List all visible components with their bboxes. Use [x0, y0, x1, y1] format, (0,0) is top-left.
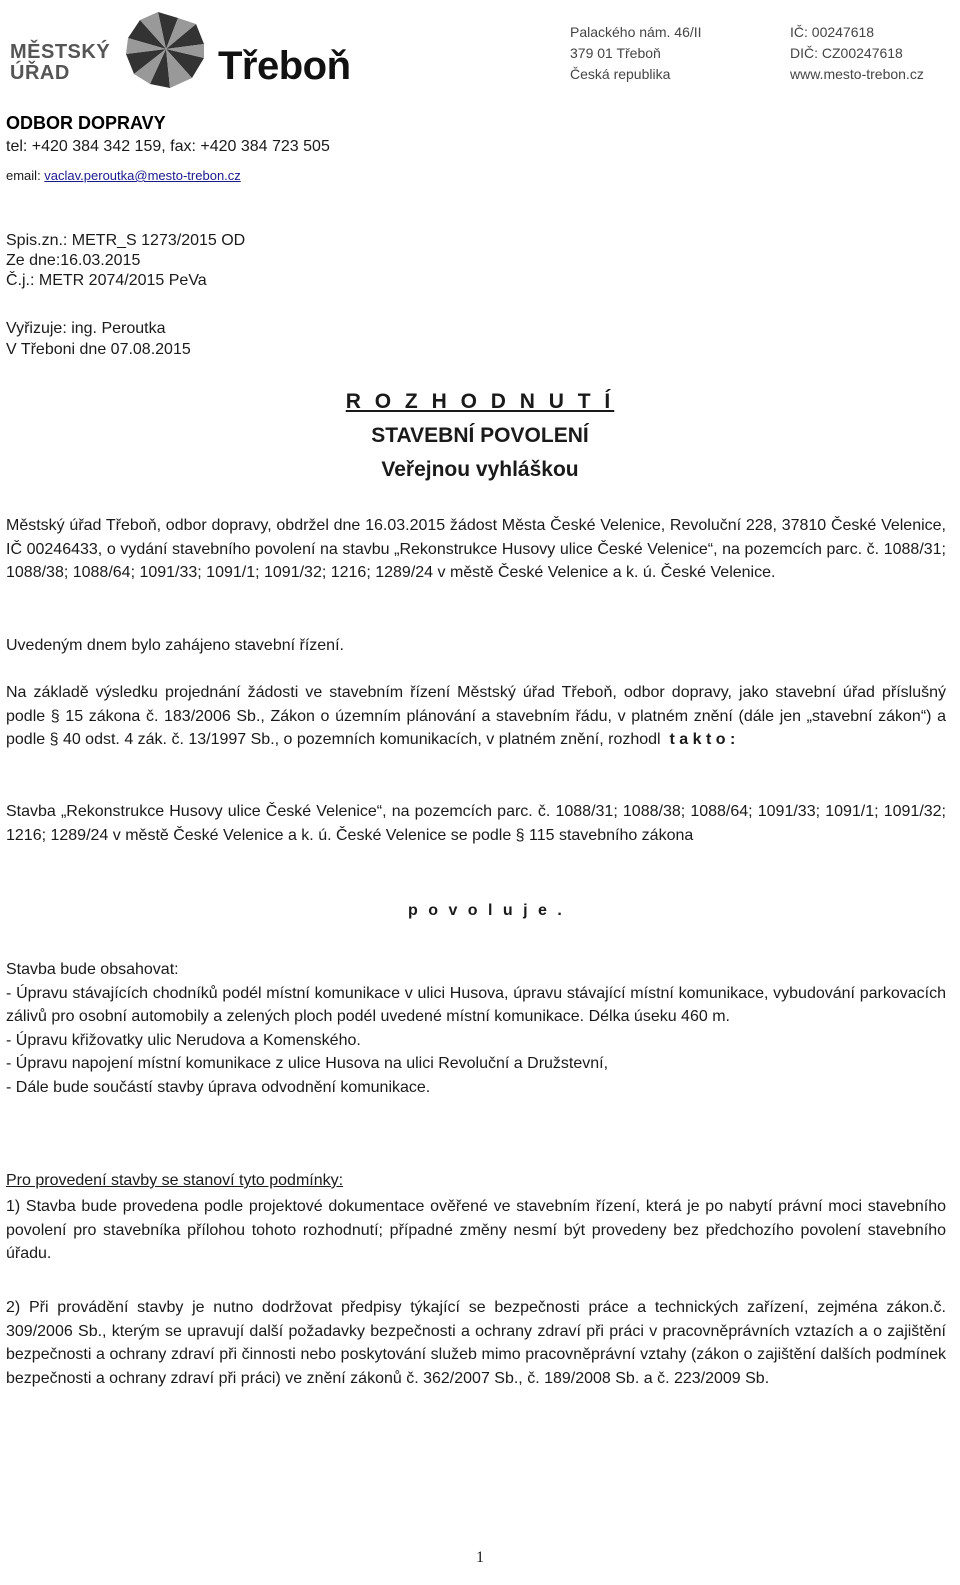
conditions-heading: Pro provedení stavby se stanoví tyto podmínky:	[6, 1172, 344, 1189]
ze-dne: Ze dne:16.03.2015	[6, 252, 141, 269]
address-line: Česká republika	[570, 66, 671, 82]
paragraph-decision	[6, 681, 946, 752]
handler-block	[6, 318, 191, 360]
paragraph-contents	[6, 958, 946, 1099]
department-name: ODBOR DOPRAVY	[6, 113, 166, 133]
contents-item: - Úpravu stávajících chodníků podél místní komunikace v ulici Husova, úpravu stávající místní komunikace, vybudování parkovacích zálivů pro osobní automobily a zelených ploch podél uvedené místní komunikace. Délka úseku 460 m.	[6, 984, 946, 1025]
phone-fax: tel: +420 384 342 159, fax: +420 384 723 505	[6, 138, 330, 155]
office-ids	[790, 22, 924, 85]
reference-block	[6, 231, 245, 291]
paragraph-construction: Stavba „Rekonstrukce Husovy ulice České Velenice“, na pozemcích parc. č. 1088/31; 1088/38; 1088/64; 1091/33; 1091/1; 1091/32; 1216; 1289/24 v městě České Velenice a k. ú. České Velenice se podle § 115 stavebního zákona	[6, 803, 946, 844]
contents-item: - Úpravu křižovatky ulic Nerudova a Komenského.	[6, 1031, 361, 1049]
email-link[interactable]: vaclav.peroutka@mesto-trebon.cz	[44, 168, 241, 183]
address-line: Palackého nám. 46/II	[570, 24, 702, 40]
place-date: V Třeboni dne 07.08.2015	[6, 341, 191, 358]
paragraph-started: Uvedeným dnem bylo zahájeno stavební řízení.	[6, 637, 344, 654]
condition-2: 2) Při provádění stavby je nutno dodržovat předpisy týkající se bezpečnosti práce a technických zařízení, zejména zákon.č. 309/2006 Sb., kterým se upravují další požadavky bezpečnosti a ochrany zdraví při práci v pracovněprávních vztazích a o zajištění bezpečnosti a ochrany zdraví při činnosti nebo poskytování služeb mimo pracovněprávní vztahy (zákon o zajištění dalších podmínek bezpečnosti a ochrany zdraví při práci) ve znění zákonů č. 362/2007 Sb., č. 189/2008 Sb. a č. 223/2009 Sb.	[6, 1299, 946, 1387]
city-logo	[6, 4, 366, 90]
pinwheel-logo-icon	[118, 8, 214, 90]
letterhead	[0, 0, 960, 100]
vyrizuje: Vyřizuje: ing. Peroutka	[6, 320, 166, 337]
contents-heading: Stavba bude obsahovat:	[6, 961, 179, 978]
decision-takto: t a k t o :	[669, 731, 736, 748]
paragraph-request: Městský úřad Třeboň, odbor dopravy, obdržel dne 16.03.2015 žádost Města České Velenice, Revoluční 228, 37810 České Velenice, IČ 00246433, o vydání stavebního povolení na stavbu „Rekonstrukce Husovy ulice České Velenice“, na pozemcích parc. č. 1088/31; 1088/38; 1088/64; 1091/33; 1091/1; 1091/32; 1216; 1289/24 v městě České Velenice a k. ú. České Velenice.	[6, 517, 946, 581]
contents-item: - Úpravu napojení místní komunikace z ulice Husova na ulici Revoluční a Družstevní,	[6, 1055, 609, 1072]
logo-text	[10, 42, 110, 84]
website: www.mesto-trebon.cz	[790, 66, 924, 82]
logo-text-line1: MĚSTSKÝ	[10, 41, 111, 63]
logo-text-line2: ÚŘAD	[10, 62, 70, 84]
email-line	[6, 166, 241, 186]
condition-1: 1) Stavba bude provedena podle projektové dokumentace ověřené ve stavebním řízení, která je po nabytí právní moci stavebního povolení pro stavebníka přílohou tohoto rozhodnutí; případné změny nesmí být provedeny bez předchozího povolení stavebního úřadu.	[6, 1198, 946, 1262]
document-subtitle: STAVEBNÍ POVOLENÍ	[371, 424, 589, 447]
office-address	[570, 22, 702, 85]
page-number: 1	[476, 1549, 484, 1566]
document-subtitle-2: Veřejnou vyhláškou	[381, 458, 579, 481]
email-label: email:	[6, 168, 45, 183]
ic-number: IČ: 00247618	[790, 24, 875, 40]
decision-text: Na základě výsledku projednání žádosti ve stavebním řízení Městský úřad Třeboň, odbor dopravy, jako stavební úřad příslušný podle § 15 zákona č. 183/2006 Sb., Zákon o územním plánování a stavebním řádu, v platném znění (dále jen „stavební zákon“) a podle § 40 odst. 4 zák. č. 13/1997 Sb., o pozemních komunikacích, v platném znění, rozhodl	[6, 684, 946, 748]
document-title: R O Z H O D N U T Í	[345, 390, 615, 413]
cislo-jednaci: Č.j.: METR 2074/2015 PeVa	[6, 272, 207, 289]
logo-city-name: Třeboň	[218, 44, 351, 88]
dic-number: DIČ: CZ00247618	[790, 45, 903, 61]
contents-item: - Dále bude součástí stavby úprava odvodnění komunikace.	[6, 1078, 431, 1096]
address-line: 379 01 Třeboň	[570, 45, 661, 61]
povoluje-statement: p o v o l u j e .	[408, 902, 565, 919]
spis-zn: Spis.zn.: METR_S 1273/2015 OD	[6, 232, 246, 249]
